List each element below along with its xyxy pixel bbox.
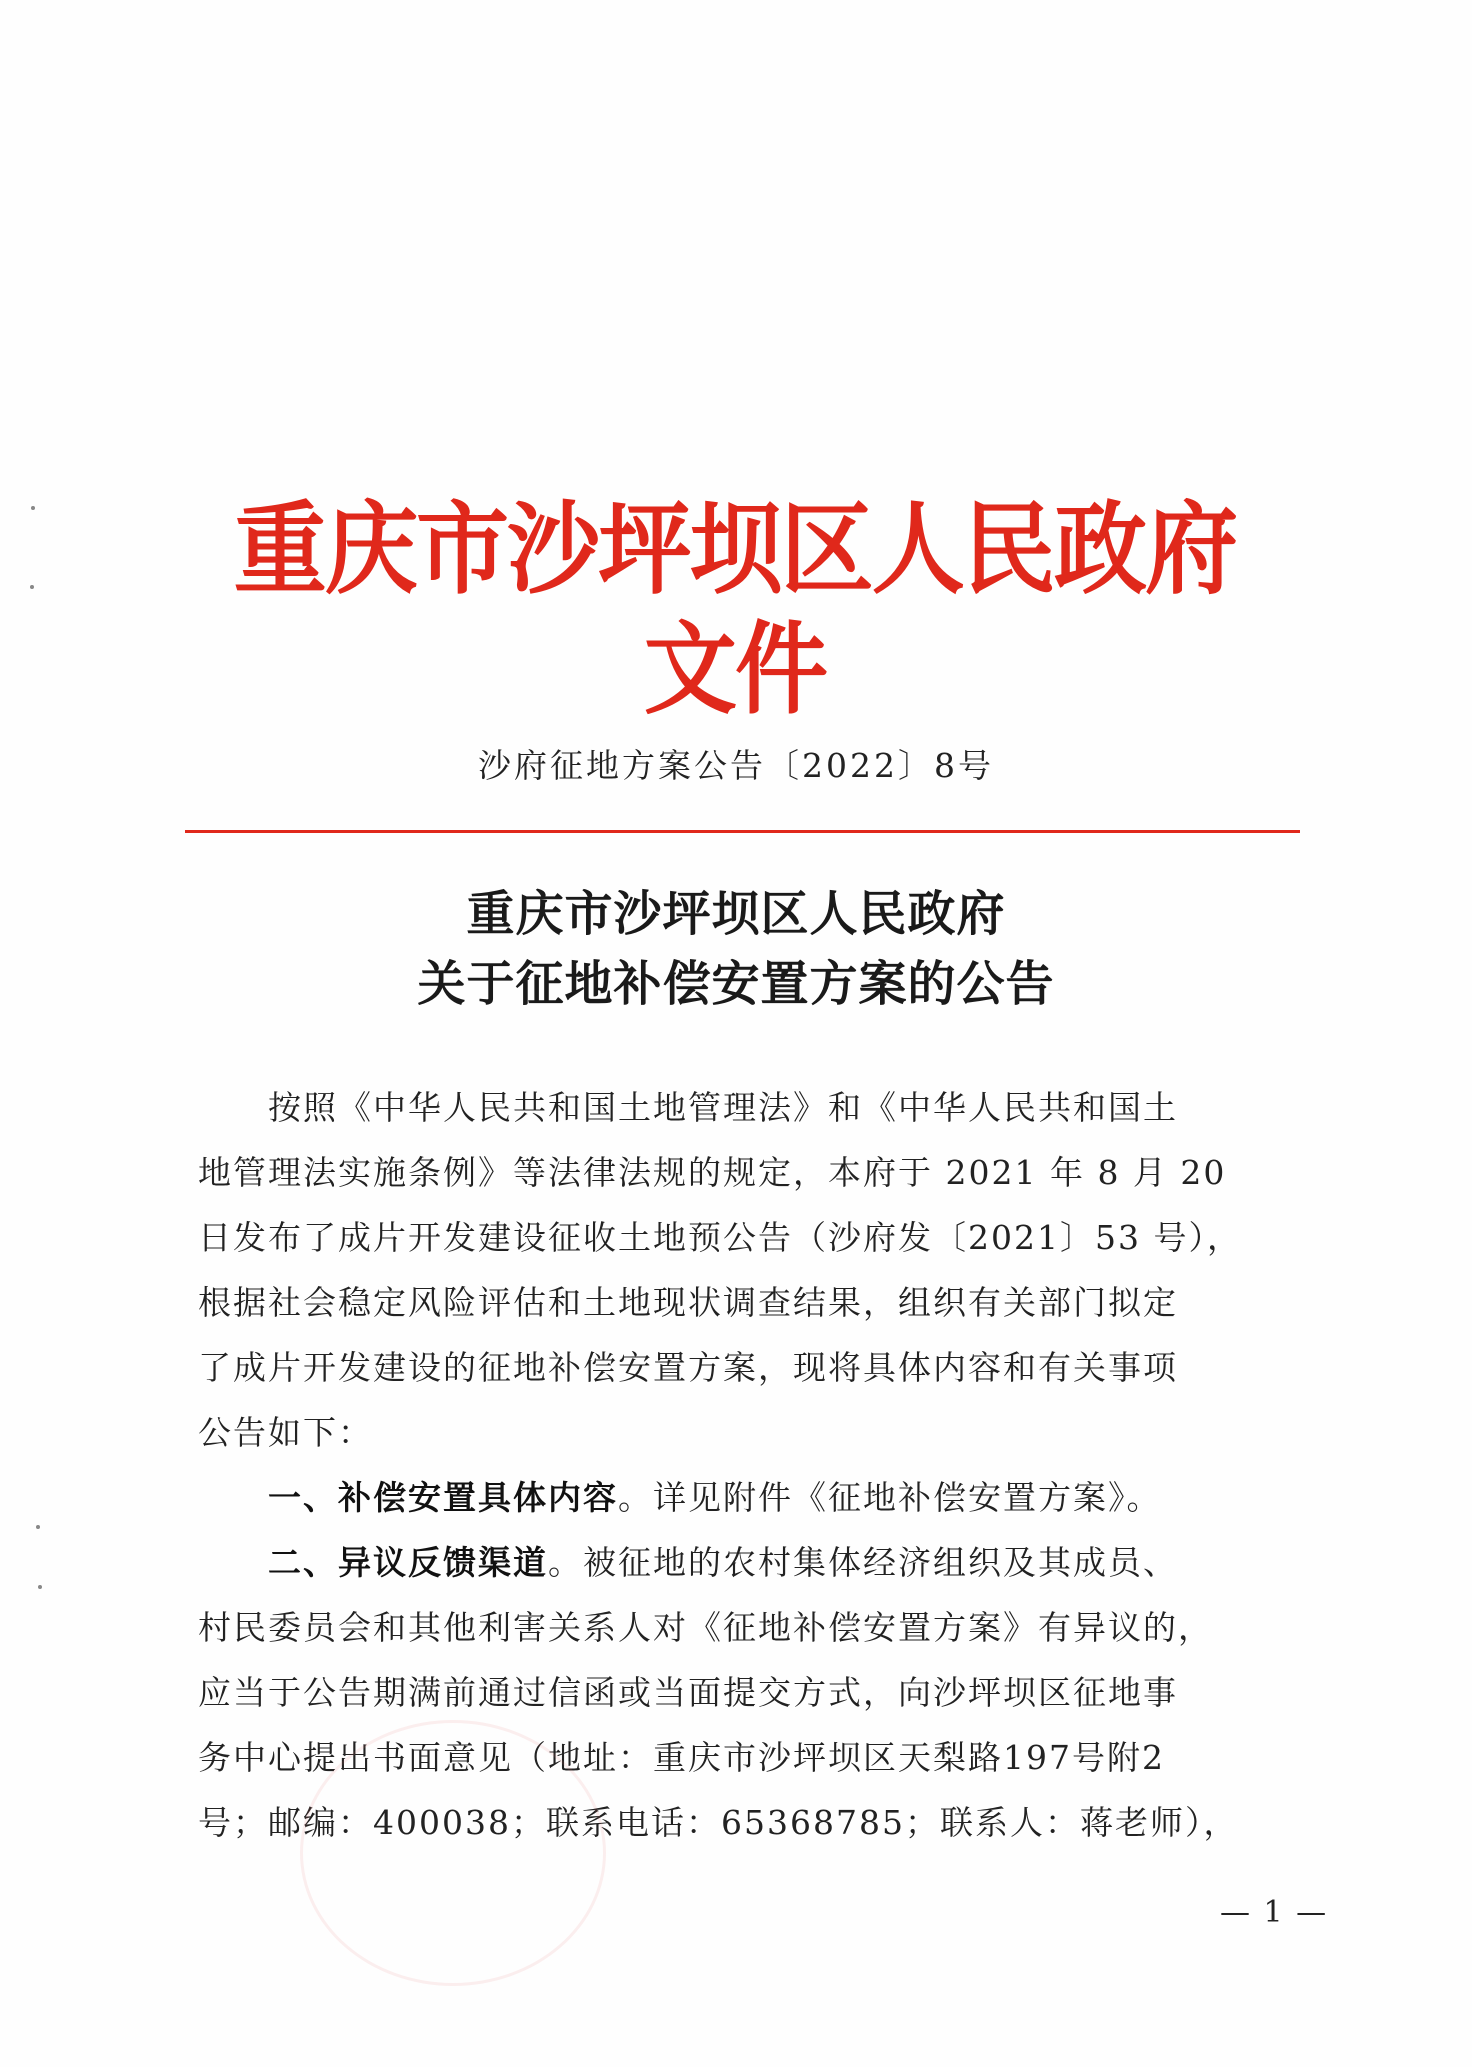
section2-line-3: 应当于公告期满前通过信函或当面提交方式，向沙坪坝区征地事 xyxy=(198,1673,1178,1712)
paragraph1-line-4: 根据社会稳定风险评估和土地现状调查结果，组织有关部门拟定 xyxy=(198,1283,1178,1322)
section2-line-4: 务中心提出书面意见（地址：重庆市沙坪坝区天梨路197号附2 xyxy=(198,1738,1165,1777)
issuer-masthead: 重庆市沙坪坝区人民政府文件 xyxy=(233,491,1237,728)
page-number: — 1 — xyxy=(1220,1895,1329,1930)
paragraph1-line-5: 了成片开发建设的征地补偿安置方案，现将具体内容和有关事项 xyxy=(198,1348,1178,1387)
section1-heading: 一、补偿安置具体内容 xyxy=(268,1478,618,1517)
section2-line-2: 村民委员会和其他利害关系人对《征地补偿安置方案》有异议的， xyxy=(198,1608,1213,1647)
paragraph1-line-1: 按照《中华人民共和国土地管理法》和《中华人民共和国土 xyxy=(268,1088,1178,1127)
scan-speck xyxy=(36,1525,40,1529)
section2-text-first: 。被征地的农村集体经济组织及其成员、 xyxy=(548,1543,1178,1582)
paragraph1-line-3: 日发布了成片开发建设征收土地预公告（沙府发〔2021〕53 号）， xyxy=(198,1218,1242,1257)
section2-line-5: 号；邮编：400038；联系电话：65368785；联系人：蒋老师）， xyxy=(198,1803,1239,1842)
paragraph1-line-2: 地管理法实施条例》等法律法规的规定，本府于 2021 年 8 月 20 xyxy=(198,1153,1227,1192)
section2-heading: 二、异议反馈渠道 xyxy=(268,1543,548,1582)
section1-text: 。详见附件《征地补偿安置方案》。 xyxy=(618,1478,1162,1517)
scan-speck xyxy=(38,1585,42,1589)
title-line-1: 重庆市沙坪坝区人民政府 xyxy=(466,886,1006,942)
title-line-2: 关于征地补偿安置方案的公告 xyxy=(417,956,1055,1012)
faint-seal-mark xyxy=(300,1720,606,1986)
paragraph1-line-6: 公告如下： xyxy=(198,1413,373,1452)
scan-speck xyxy=(30,585,34,589)
section1 xyxy=(268,1472,1378,1519)
red-separator-rule xyxy=(185,830,1300,833)
document-number: 沙府征地方案公告〔2022〕8号 xyxy=(478,746,994,785)
scan-speck xyxy=(31,506,35,510)
section2-first-line xyxy=(268,1537,1378,1584)
